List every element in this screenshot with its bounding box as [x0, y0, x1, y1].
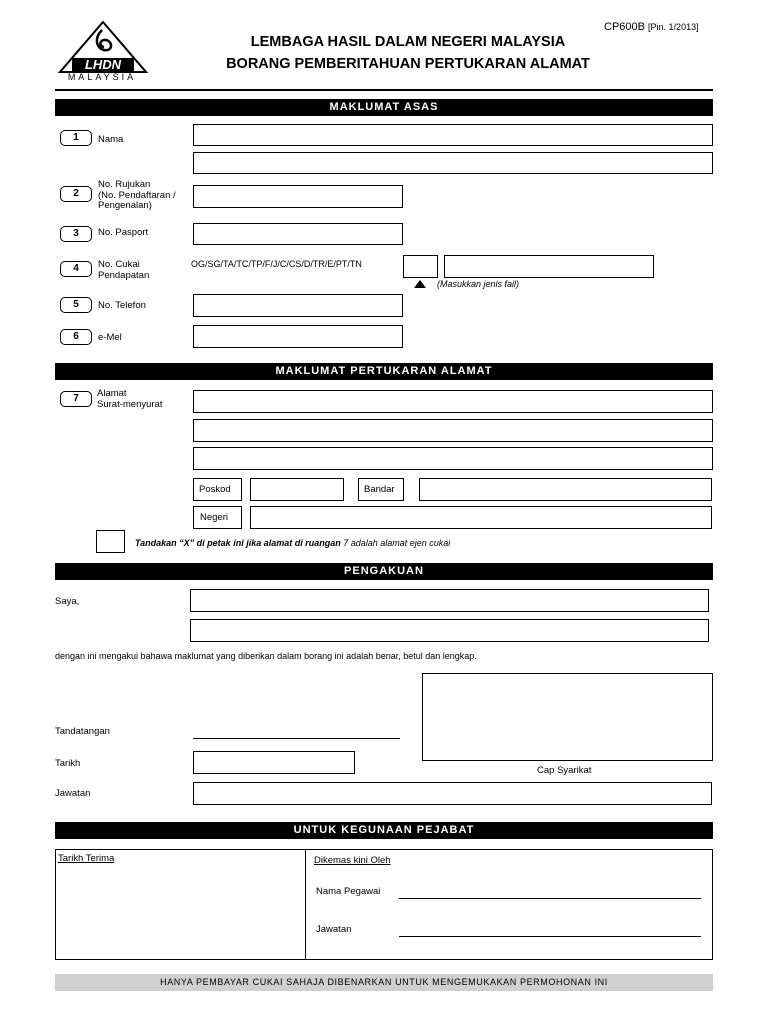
- address-field-line2[interactable]: [193, 419, 713, 442]
- file-type-note: (Masukkan jenis fail): [437, 279, 520, 289]
- email-field[interactable]: [193, 325, 403, 348]
- lhdn-logo: [58, 20, 148, 84]
- date-field[interactable]: [193, 751, 355, 774]
- section-header-untuk-kegunaan-pejabat: UNTUK KEGUNAAN PEJABAT: [55, 822, 713, 839]
- label-jawatan: Jawatan: [55, 788, 91, 799]
- file-type-field[interactable]: [403, 255, 438, 278]
- logo-text: LHDN: [84, 57, 122, 72]
- form-code-number: CP600B: [604, 21, 645, 33]
- position-field[interactable]: [193, 782, 712, 805]
- header-divider: [55, 89, 713, 91]
- label-no-rujukan: No. Rujukan (No. Pendaftaran / Pengenalan): [98, 179, 176, 211]
- item-number-7: 7: [60, 391, 92, 407]
- state-field[interactable]: [250, 506, 712, 529]
- passport-number-field[interactable]: [193, 223, 403, 245]
- label-tandatangan: Tandatangan: [55, 726, 110, 737]
- tax-file-type-prefixes: OG/SG/TA/TC/TP/F/J/C/CS/D/TR/E/PT/TN: [191, 259, 362, 269]
- declarant-name-field-line2[interactable]: [190, 619, 709, 642]
- label-no-pasport: No. Pasport: [98, 227, 149, 238]
- item-number-4: 4: [60, 261, 92, 277]
- label-tarikh: Tarikh: [55, 758, 81, 769]
- address-field-line1[interactable]: [193, 390, 713, 413]
- tax-agent-checkbox[interactable]: [96, 530, 125, 553]
- page-subtitle: BORANG PEMBERITAHUAN PERTUKARAN ALAMAT: [226, 56, 590, 72]
- city-field[interactable]: [419, 478, 712, 501]
- negeri-label-box: [193, 506, 242, 529]
- logo-subtext: MALAYSIA: [67, 72, 137, 82]
- form-code: [604, 21, 699, 33]
- item-number-5: 5: [60, 297, 92, 313]
- label-no-telefon: No. Telefon: [98, 300, 146, 311]
- officer-name-line[interactable]: [399, 898, 701, 899]
- label-email: e-Mel: [98, 332, 122, 343]
- label-no-cukai: No. Cukai Pendapatan: [98, 259, 150, 281]
- reference-number-field[interactable]: [193, 185, 403, 208]
- office-use-divider: [305, 849, 306, 960]
- label-cap-syarikat: Cap Syarikat: [537, 765, 592, 776]
- footer-notice: HANYA PEMBAYAR CUKAI SAHAJA DIBENARKAN UNTUK MENGEMUKAKAN PERMOHONAN INI: [55, 974, 713, 991]
- label-poskod: Poskod: [199, 484, 231, 495]
- poskod-label-box: [193, 478, 242, 501]
- bandar-label-box: [358, 478, 404, 501]
- tax-agent-checkbox-note: [135, 538, 450, 548]
- declaration-text: dengan ini mengakui bahawa maklumat yang diberikan dalam borang ini adalah benar, betul dan lengkap.: [55, 651, 477, 661]
- item-number-2: 2: [60, 186, 92, 202]
- label-dikemas-kini-oleh: Dikemas kini Oleh: [314, 855, 391, 866]
- label-saya: Saya,: [55, 596, 80, 607]
- name-field-line2[interactable]: [193, 152, 713, 174]
- label-bandar: Bandar: [364, 484, 395, 495]
- checkbox-note-tail: 7 adalah alamat ejen cukai: [340, 538, 451, 548]
- checkbox-note-main: Tandakan “X” di petak ini jika alamat di ruangan: [135, 538, 341, 548]
- section-header-pengakuan: PENGAKUAN: [55, 563, 713, 580]
- phone-number-field[interactable]: [193, 294, 403, 317]
- postcode-field[interactable]: [250, 478, 344, 501]
- label-nama: Nama: [98, 134, 124, 145]
- form-version: [Pin. 1/2013]: [648, 22, 699, 32]
- officer-position-line[interactable]: [399, 936, 701, 937]
- label-jawatan-pegawai: Jawatan: [316, 924, 352, 935]
- signature-line[interactable]: [193, 738, 400, 739]
- item-number-1: 1: [60, 130, 92, 146]
- item-number-6: 6: [60, 329, 92, 345]
- item-number-3: 3: [60, 226, 92, 242]
- label-negeri: Negeri: [200, 512, 228, 523]
- arrow-up-icon: [414, 280, 426, 288]
- label-nama-pegawai: Nama Pegawai: [316, 886, 381, 897]
- label-tarikh-terima: Tarikh Terima: [58, 853, 115, 864]
- tax-number-field[interactable]: [444, 255, 654, 278]
- section-header-maklumat-pertukaran-alamat: MAKLUMAT PERTUKARAN ALAMAT: [55, 363, 713, 380]
- page-title: LEMBAGA HASIL DALAM NEGERI MALAYSIA: [250, 34, 566, 50]
- declarant-name-field-line1[interactable]: [190, 589, 709, 612]
- name-field-line1[interactable]: [193, 124, 713, 146]
- section-header-maklumat-asas: MAKLUMAT ASAS: [55, 99, 713, 116]
- label-alamat: Alamat Surat-menyurat: [97, 388, 163, 410]
- address-field-line3[interactable]: [193, 447, 713, 470]
- company-stamp-box[interactable]: [422, 673, 713, 761]
